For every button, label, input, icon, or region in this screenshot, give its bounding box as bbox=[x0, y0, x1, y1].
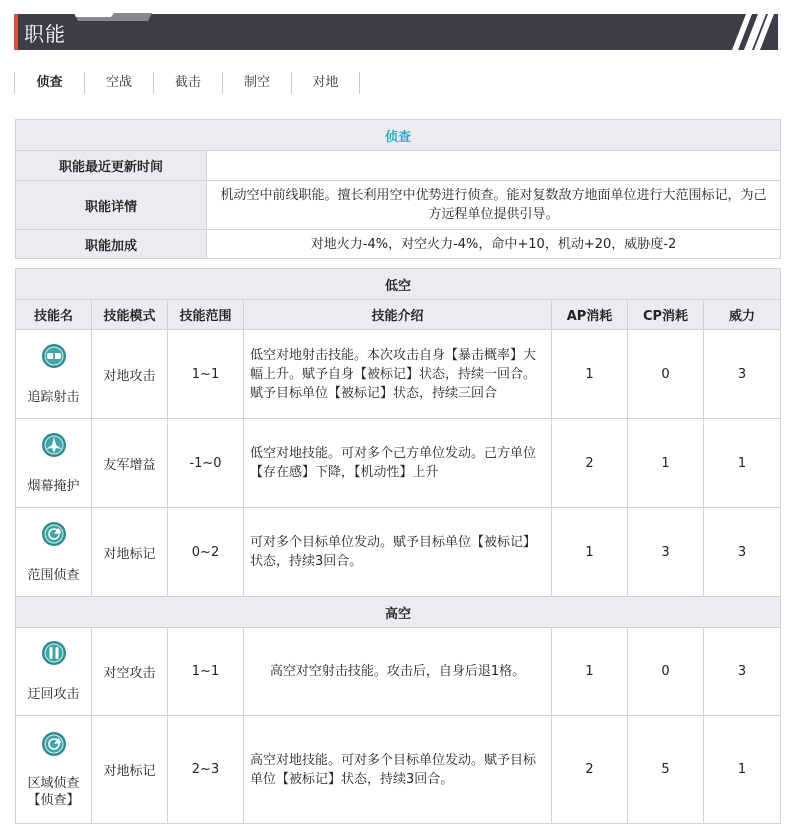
skill-name-cell bbox=[16, 508, 92, 597]
skill-name: 区域侦查【侦查】 bbox=[27, 775, 80, 808]
skill-name-cell bbox=[16, 419, 92, 508]
skill-cp: 1 bbox=[628, 419, 704, 508]
skill-description: 高空对空射击技能。攻击后，自身后退1格。 bbox=[244, 628, 552, 716]
column-header: 威力 bbox=[704, 300, 781, 330]
section-banner bbox=[14, 14, 778, 50]
column-header: 技能名 bbox=[16, 300, 92, 330]
section-title: 职能 bbox=[24, 22, 66, 46]
skill-description: 可对多个目标单位发动。赋予目标单位【被标记】状态，持续3回合。 bbox=[244, 508, 552, 597]
tab-air-combat[interactable]: 空战 bbox=[84, 72, 153, 94]
skill-description: 低空对地射击技能。本次攻击自身【暴击概率】大幅上升。赋予自身【被标记】状态，持续一回合。赋予目标单位【被标记】状态，持续三回合 bbox=[244, 330, 552, 419]
twin-missile-icon bbox=[41, 640, 67, 666]
skill-description: 高空对地技能。可对多个目标单位发动。赋予目标单位【被标记】状态，持续3回合。 bbox=[244, 716, 552, 824]
column-header: AP消耗 bbox=[552, 300, 628, 330]
table-row bbox=[16, 330, 781, 419]
skill-range: 1~1 bbox=[168, 330, 244, 419]
role-tabs bbox=[14, 72, 360, 94]
tab-air-control[interactable]: 制空 bbox=[222, 72, 291, 94]
skill-cp: 3 bbox=[628, 508, 704, 597]
overview-value bbox=[207, 151, 781, 181]
overview-value: 机动空中前线职能。擅长利用空中优势进行侦查。能对复数敌方地面单位进行大范围标记，为己方远程单位提供引导。 bbox=[207, 181, 781, 230]
skill-range: 0~2 bbox=[168, 508, 244, 597]
overview-label: 职能最近更新时间 bbox=[16, 151, 207, 181]
skill-ap: 2 bbox=[552, 716, 628, 824]
skill-mode: 对地攻击 bbox=[92, 330, 168, 419]
column-header: 技能介绍 bbox=[244, 300, 552, 330]
overview-title-row bbox=[16, 120, 781, 151]
overview-label: 职能详情 bbox=[16, 181, 207, 230]
skill-name: 迂回攻击 bbox=[27, 687, 80, 702]
skill-mode: 对地标记 bbox=[92, 716, 168, 824]
skill-cp: 0 bbox=[628, 628, 704, 716]
column-header: CP消耗 bbox=[628, 300, 704, 330]
column-header-row bbox=[16, 300, 781, 330]
overview-label: 职能加成 bbox=[16, 230, 207, 259]
skill-power: 3 bbox=[704, 628, 781, 716]
skill-mode: 对地标记 bbox=[92, 508, 168, 597]
table-row bbox=[16, 716, 781, 824]
section-row-high-altitude bbox=[16, 597, 781, 628]
section-title: 低空 bbox=[16, 269, 781, 300]
tab-ground-attack[interactable]: 对地 bbox=[291, 72, 360, 94]
skill-cp: 5 bbox=[628, 716, 704, 824]
skills-table bbox=[15, 268, 781, 824]
skill-ap: 1 bbox=[552, 508, 628, 597]
skill-range: 1~1 bbox=[168, 628, 244, 716]
column-header: 技能模式 bbox=[92, 300, 168, 330]
smoke-plane-icon bbox=[41, 432, 67, 458]
overview-row bbox=[16, 230, 781, 259]
skill-mode: 对空攻击 bbox=[92, 628, 168, 716]
skill-range: 2~3 bbox=[168, 716, 244, 824]
table-row bbox=[16, 419, 781, 508]
skill-name: 范围侦查 bbox=[27, 567, 80, 583]
role-overview-table bbox=[15, 119, 781, 259]
overview-title: 侦查 bbox=[16, 120, 781, 151]
skill-name-cell bbox=[16, 628, 92, 716]
target-lock-icon bbox=[41, 343, 67, 369]
section-row-low-altitude bbox=[16, 269, 781, 300]
skill-description: 低空对地技能。可对多个己方单位发动。己方单位【存在感】下降，【机动性】上升 bbox=[244, 419, 552, 508]
skill-power: 3 bbox=[704, 330, 781, 419]
skill-ap: 1 bbox=[552, 330, 628, 419]
overview-value: 对地火力-4%，对空火力-4%，命中+10，机动+20，威胁度-2 bbox=[207, 230, 781, 259]
radar-scan-icon bbox=[41, 731, 67, 757]
table-row bbox=[16, 628, 781, 716]
overview-row bbox=[16, 151, 781, 181]
tab-recon[interactable]: 侦查 bbox=[14, 72, 84, 94]
banner-accent bbox=[14, 14, 18, 50]
skill-name: 烟幕掩护 bbox=[27, 478, 80, 494]
banner-decoration-icon bbox=[74, 13, 152, 21]
skill-name-cell bbox=[16, 716, 92, 824]
skill-power: 1 bbox=[704, 419, 781, 508]
section-title: 高空 bbox=[16, 597, 781, 628]
skill-mode: 友军增益 bbox=[92, 419, 168, 508]
skill-name: 追踪射击 bbox=[27, 389, 80, 405]
radar-scan-icon bbox=[41, 521, 67, 547]
skill-ap: 2 bbox=[552, 419, 628, 508]
overview-row bbox=[16, 181, 781, 230]
tab-intercept[interactable]: 截击 bbox=[153, 72, 222, 94]
column-header: 技能范围 bbox=[168, 300, 244, 330]
skill-name-cell bbox=[16, 330, 92, 419]
skill-cp: 0 bbox=[628, 330, 704, 419]
skill-ap: 1 bbox=[552, 628, 628, 716]
skill-power: 1 bbox=[704, 716, 781, 824]
banner-stripes-icon bbox=[730, 14, 774, 50]
table-row bbox=[16, 508, 781, 597]
skill-power: 3 bbox=[704, 508, 781, 597]
skill-range: -1~0 bbox=[168, 419, 244, 508]
